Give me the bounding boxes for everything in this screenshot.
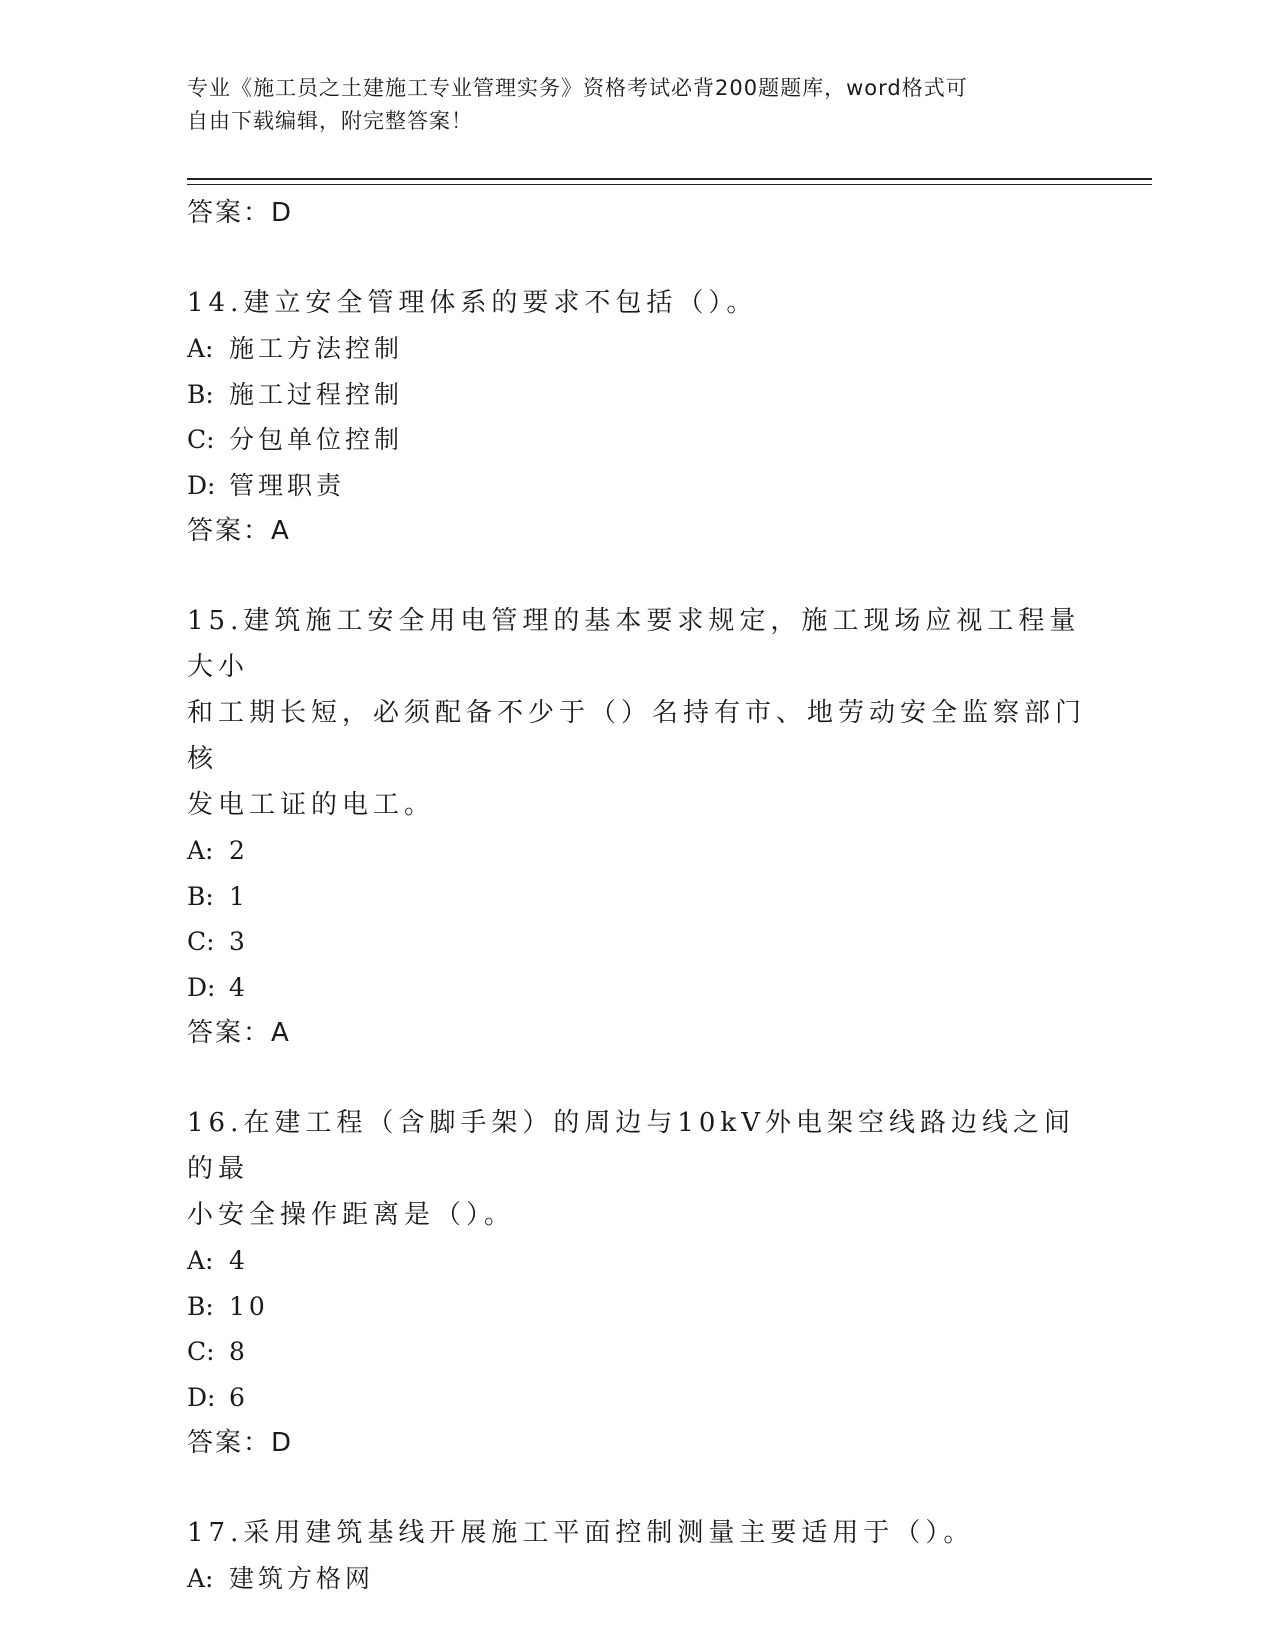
option-text: 3: [229, 927, 249, 956]
question-14: [187, 280, 1087, 554]
option-text: 6: [229, 1382, 249, 1412]
question-text-line: 小安全操作距离是（）。: [187, 1200, 516, 1230]
header-line-1: 专业《施工员之土建施工专业管理实务》资格考试必背200题题库，word格式可: [187, 76, 968, 100]
option-key: C:: [187, 1337, 215, 1366]
option-text: 8: [229, 1337, 249, 1366]
option-d: [187, 463, 1087, 509]
question-text: 17.采用建筑基线开展施工平面控制测量主要适用于（）。: [187, 1518, 975, 1548]
option-key: B:: [187, 379, 214, 409]
header-line-2: 自由下载编辑，附完整答案！: [187, 109, 473, 133]
previous-answer: 答案：D: [187, 198, 294, 228]
option-text: 4: [229, 1246, 249, 1275]
question-text-line: 发电工证的电工。: [187, 790, 436, 820]
answer: 答案：A: [187, 1018, 291, 1048]
option-text: 4: [229, 972, 249, 1002]
option-text: 2: [229, 836, 249, 865]
option-text: 分包单位控制: [229, 425, 404, 454]
option-a: [187, 326, 1087, 372]
option-key: A:: [187, 1246, 214, 1275]
option-a: [187, 1556, 1087, 1602]
option-b: [187, 372, 1087, 418]
document-header: [187, 72, 1067, 138]
question-15: [187, 598, 1087, 1056]
option-text: 管理职责: [229, 470, 346, 500]
option-key: C:: [187, 425, 215, 454]
option-key: D:: [187, 972, 216, 1002]
option-a: [187, 828, 1087, 874]
answer: 答案：A: [187, 516, 291, 546]
question-16: [187, 1100, 1087, 1466]
option-text: 1: [229, 881, 249, 911]
option-b: [187, 874, 1087, 920]
option-a: [187, 1238, 1087, 1284]
option-key: A:: [187, 334, 214, 363]
option-d: [187, 965, 1087, 1011]
option-c: [187, 417, 1087, 463]
option-key: B:: [187, 881, 214, 911]
question-text-line: 和工期长短，必须配备不少于（）名持有市、地劳动安全监察部门核: [187, 698, 1087, 774]
option-key: A:: [187, 1564, 214, 1593]
header-divider-thick: [187, 178, 1152, 180]
question-list: [187, 190, 1087, 1602]
option-key: A:: [187, 836, 214, 865]
option-c: [187, 919, 1087, 965]
question-text: 14.建立安全管理体系的要求不包括（）。: [187, 288, 758, 318]
option-c: [187, 1329, 1087, 1375]
answer: 答案：D: [187, 1428, 294, 1458]
option-b: [187, 1284, 1087, 1330]
question-text-line: 15.建筑施工安全用电管理的基本要求规定，施工现场应视工程量大小: [187, 606, 1081, 682]
option-key: B:: [187, 1291, 214, 1321]
option-text: 10: [229, 1291, 269, 1321]
option-key: C:: [187, 927, 215, 956]
question-text-line: 16.在建工程（含脚手架）的周边与10kV外电架空线路边线之间的最: [187, 1108, 1075, 1184]
header-divider-thin: [187, 184, 1152, 185]
option-d: [187, 1375, 1087, 1421]
option-key: D:: [187, 1382, 216, 1412]
option-text: 施工过程控制: [229, 379, 404, 409]
question-17: [187, 1510, 1087, 1602]
option-key: D:: [187, 470, 216, 500]
option-text: 建筑方格网: [229, 1564, 375, 1593]
option-text: 施工方法控制: [229, 334, 404, 363]
